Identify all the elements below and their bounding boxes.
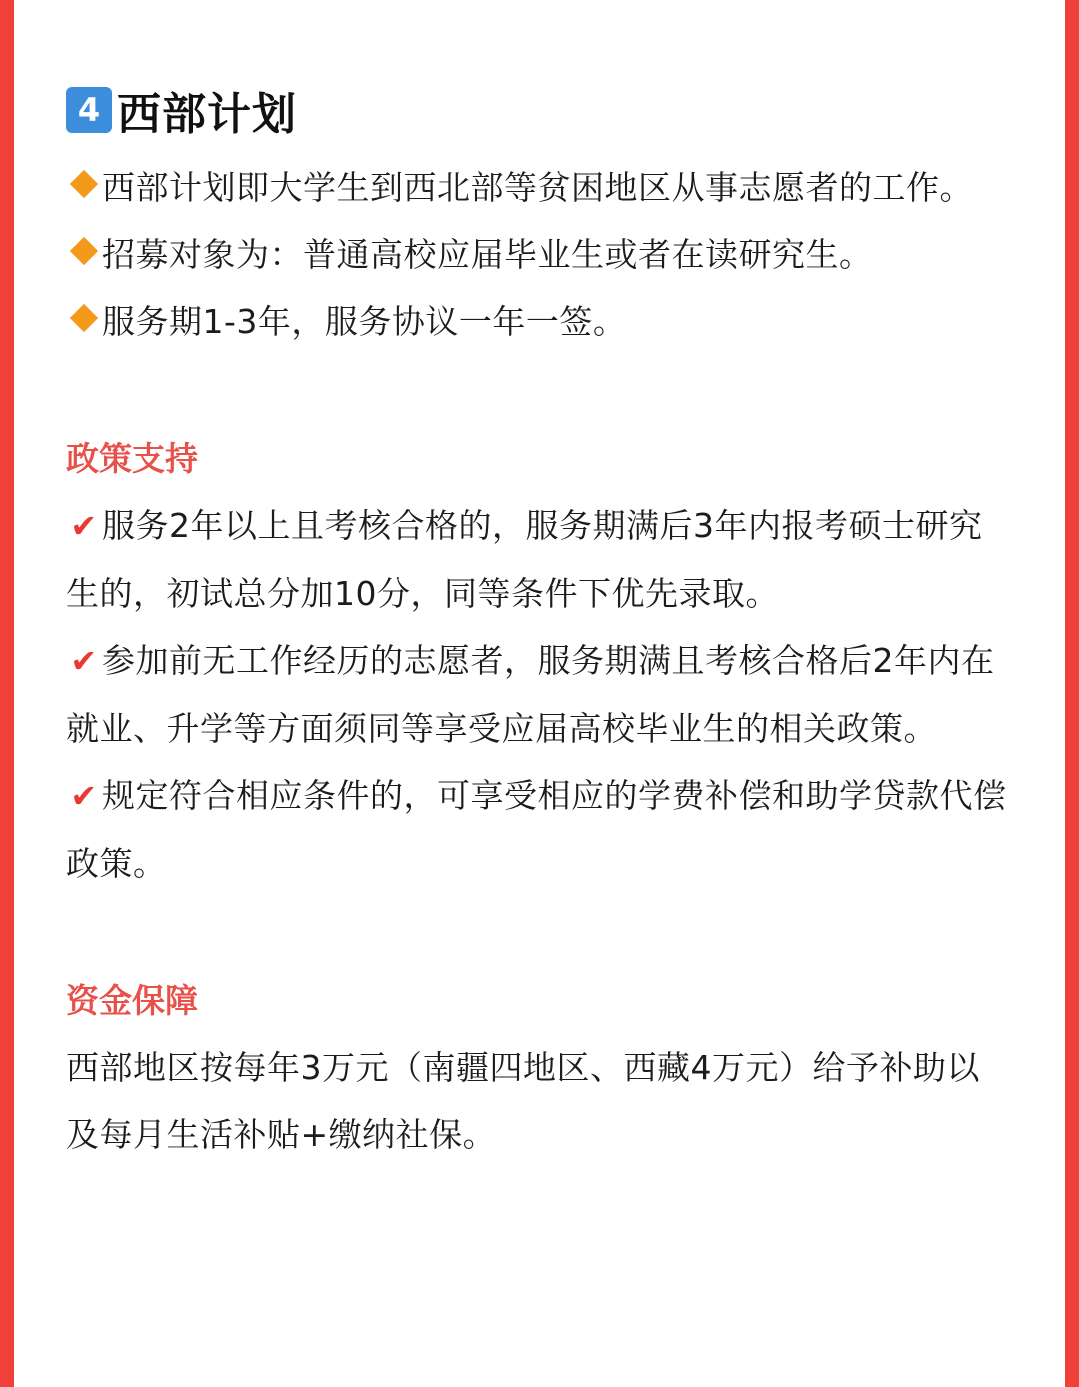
section-heading [66,80,1009,140]
orange-diamond-icon [70,304,98,332]
section-title: 西部计划 [117,89,297,140]
red-check-icon: ✔ [70,507,98,545]
intro-bullet [66,288,1009,355]
article-content [66,80,1009,1168]
intro-bullet [66,154,1009,221]
policy-item-text: 规定符合相应条件的，可享受相应的学费补偿和助学贷款代偿政策。 [66,776,1007,883]
right-red-border [1065,0,1079,1387]
red-check-icon: ✔ [70,642,98,680]
policy-item [66,492,1009,627]
intro-bullet-text: 西部计划即大学生到西北部等贫困地区从事志愿者的工作。 [102,168,973,207]
policy-item [66,762,1009,897]
funding-text: 西部地区按每年3万元（南疆四地区、西藏4万元）给予补助以及每月生活补贴+缴纳社保。 [66,1048,980,1154]
policy-item [66,627,1009,762]
number-badge: 4 [66,87,112,133]
orange-diamond-icon [70,237,98,265]
orange-diamond-icon [70,170,98,198]
funding-subheading: 资金保障 [66,981,198,1020]
left-red-border [0,0,14,1387]
intro-bullet-text: 招募对象为：普通高校应届毕业生或者在读研究生。 [102,235,873,274]
intro-bullet [66,221,1009,288]
intro-bullet-text: 服务期1-3年，服务协议一年一签。 [102,302,627,341]
policy-subheading: 政策支持 [66,439,198,478]
red-check-icon: ✔ [70,777,98,815]
policy-item-text: 参加前无工作经历的志愿者，服务期满且考核合格后2年内在就业、升学等方面须同等享受应届高校毕业生的相关政策。 [66,641,995,748]
policy-item-text: 服务2年以上且考核合格的，服务期满后3年内报考硕士研究生的，初试总分加10分，同等条件下优先录取。 [66,506,983,613]
